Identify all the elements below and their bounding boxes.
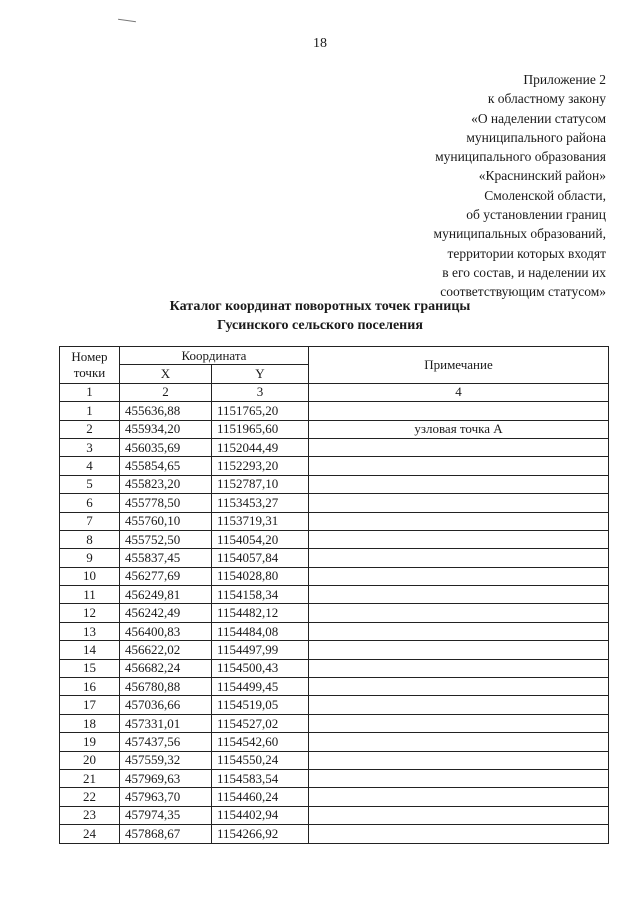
point-number: 10 — [60, 567, 120, 585]
coord-x: 456035,69 — [120, 438, 212, 456]
appendix-line: «О наделении статусом — [471, 110, 606, 126]
appendix-line: муниципального района — [466, 129, 606, 145]
coord-x: 455823,20 — [120, 475, 212, 493]
point-number: 5 — [60, 475, 120, 493]
coord-x: 457963,70 — [120, 788, 212, 806]
table-row — [60, 678, 609, 696]
coord-y: 1154484,08 — [212, 622, 309, 640]
table-row — [60, 733, 609, 751]
point-number: 1 — [60, 402, 120, 420]
coord-y: 1154057,84 — [212, 549, 309, 567]
column-number-2: 2 — [120, 383, 212, 401]
coord-x: 455854,65 — [120, 457, 212, 475]
coord-x: 455760,10 — [120, 512, 212, 530]
appendix-line: муниципального образования — [435, 149, 606, 165]
note — [309, 604, 609, 622]
appendix-line: в его состав, и наделении их — [442, 264, 606, 280]
header-note: Примечание — [309, 347, 609, 384]
header-y: Y — [212, 365, 309, 383]
note — [309, 769, 609, 787]
coord-x: 455636,88 — [120, 402, 212, 420]
point-number: 19 — [60, 733, 120, 751]
point-number: 16 — [60, 678, 120, 696]
coord-x: 456277,69 — [120, 567, 212, 585]
note — [309, 696, 609, 714]
column-number-3: 3 — [212, 383, 309, 401]
coord-x: 456249,81 — [120, 586, 212, 604]
note — [309, 806, 609, 824]
note — [309, 641, 609, 659]
coord-x: 455778,50 — [120, 494, 212, 512]
coord-y: 1154460,24 — [212, 788, 309, 806]
table-row — [60, 825, 609, 843]
coord-x: 455837,45 — [120, 549, 212, 567]
note — [309, 622, 609, 640]
coord-y: 1151965,60 — [212, 420, 309, 438]
coord-x: 456780,88 — [120, 678, 212, 696]
coord-y: 1154527,02 — [212, 714, 309, 732]
appendix-line: муниципальных образований, — [433, 226, 606, 242]
table-row — [60, 659, 609, 677]
table-row — [60, 586, 609, 604]
note — [309, 402, 609, 420]
coord-y: 1152044,49 — [212, 438, 309, 456]
table-row — [60, 788, 609, 806]
note — [309, 825, 609, 843]
appendix-line: об установлении границ — [466, 207, 606, 223]
note — [309, 567, 609, 585]
catalog-title-line-2: Гусинского сельского поселения — [217, 318, 423, 333]
column-number-1: 1 — [60, 383, 120, 401]
appendix-line: соответствующим статусом» — [440, 284, 606, 300]
point-number: 4 — [60, 457, 120, 475]
point-number: 7 — [60, 512, 120, 530]
table-row — [60, 696, 609, 714]
note — [309, 549, 609, 567]
note — [309, 512, 609, 530]
point-number: 14 — [60, 641, 120, 659]
note — [309, 751, 609, 769]
coord-y: 1153719,31 — [212, 512, 309, 530]
coord-y: 1153453,27 — [212, 494, 309, 512]
note — [309, 438, 609, 456]
coord-y: 1152787,10 — [212, 475, 309, 493]
coord-y: 1154497,99 — [212, 641, 309, 659]
coord-x: 457974,35 — [120, 806, 212, 824]
table-row — [60, 475, 609, 493]
point-number: 12 — [60, 604, 120, 622]
coord-y: 1152293,20 — [212, 457, 309, 475]
point-number: 23 — [60, 806, 120, 824]
table-row — [60, 567, 609, 585]
table-row — [60, 751, 609, 769]
header-coordinate: Координата — [120, 347, 309, 365]
coord-y: 1154482,12 — [212, 604, 309, 622]
coord-x: 456242,49 — [120, 604, 212, 622]
coord-y: 1154550,24 — [212, 751, 309, 769]
coord-y: 1154499,45 — [212, 678, 309, 696]
point-number: 8 — [60, 530, 120, 548]
appendix-line: территории которых входят — [447, 245, 606, 261]
table-row — [60, 438, 609, 456]
point-number: 11 — [60, 586, 120, 604]
point-number: 6 — [60, 494, 120, 512]
table-row — [60, 622, 609, 640]
note — [309, 586, 609, 604]
note — [309, 714, 609, 732]
table-row — [60, 714, 609, 732]
coord-y: 1154542,60 — [212, 733, 309, 751]
point-number: 18 — [60, 714, 120, 732]
table-row — [60, 420, 609, 438]
appendix-line: Приложение 2 — [523, 72, 606, 87]
coordinates-table — [59, 346, 609, 844]
coord-x: 456622,02 — [120, 641, 212, 659]
note — [309, 475, 609, 493]
coord-y: 1154402,94 — [212, 806, 309, 824]
appendix-line: Смоленской области, — [484, 187, 606, 203]
note — [309, 659, 609, 677]
coord-x: 457331,01 — [120, 714, 212, 732]
note: узловая точка А — [309, 420, 609, 438]
coord-y: 1151765,20 — [212, 402, 309, 420]
point-number: 3 — [60, 438, 120, 456]
coord-x: 457036,66 — [120, 696, 212, 714]
header-x: X — [120, 365, 212, 383]
coord-x: 457437,56 — [120, 733, 212, 751]
table-row — [60, 530, 609, 548]
coord-y: 1154158,34 — [212, 586, 309, 604]
coord-x: 457559,32 — [120, 751, 212, 769]
coord-y: 1154519,05 — [212, 696, 309, 714]
column-number-4: 4 — [309, 383, 609, 401]
note — [309, 678, 609, 696]
appendix-line: к областному закону — [487, 91, 606, 107]
coord-y: 1154500,43 — [212, 659, 309, 677]
coord-y: 1154583,54 — [212, 769, 309, 787]
table-row — [60, 549, 609, 567]
note — [309, 788, 609, 806]
catalog-title — [0, 297, 640, 335]
note — [309, 457, 609, 475]
header-point-number: Номер точки — [60, 347, 120, 384]
coordinates-table-body — [60, 402, 609, 843]
coord-x: 457969,63 — [120, 769, 212, 787]
table-row — [60, 641, 609, 659]
point-number: 15 — [60, 659, 120, 677]
table-row — [60, 604, 609, 622]
note — [309, 733, 609, 751]
table-row — [60, 769, 609, 787]
point-number: 22 — [60, 788, 120, 806]
point-number: 13 — [60, 622, 120, 640]
coord-x: 455934,20 — [120, 420, 212, 438]
coord-y: 1154028,80 — [212, 567, 309, 585]
point-number: 9 — [60, 549, 120, 567]
coord-x: 457868,67 — [120, 825, 212, 843]
coord-y: 1154266,92 — [212, 825, 309, 843]
point-number: 24 — [60, 825, 120, 843]
coord-x: 456682,24 — [120, 659, 212, 677]
point-number: 2 — [60, 420, 120, 438]
appendix-line: «Краснинский район» — [478, 168, 606, 184]
coord-x: 456400,83 — [120, 622, 212, 640]
table-row — [60, 402, 609, 420]
point-number: 21 — [60, 769, 120, 787]
table-row — [60, 457, 609, 475]
point-number: 20 — [60, 751, 120, 769]
table-row — [60, 512, 609, 530]
table-row — [60, 806, 609, 824]
point-number: 17 — [60, 696, 120, 714]
coord-x: 455752,50 — [120, 530, 212, 548]
note — [309, 530, 609, 548]
appendix-header — [434, 70, 606, 302]
catalog-title-line-1: Каталог координат поворотных точек границы — [169, 299, 471, 314]
page-number: 18 — [313, 36, 327, 51]
coord-y: 1154054,20 — [212, 530, 309, 548]
note — [309, 494, 609, 512]
table-row — [60, 494, 609, 512]
scan-mark — [118, 19, 136, 22]
